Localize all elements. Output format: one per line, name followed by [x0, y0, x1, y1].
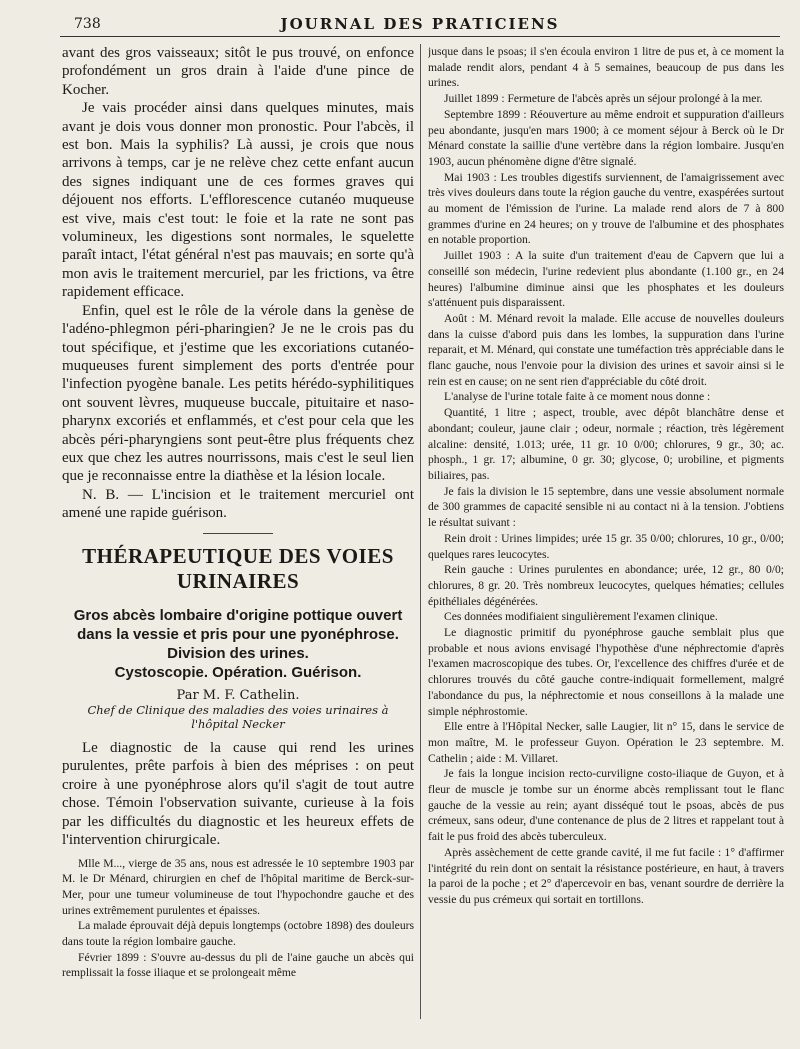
- case-paragraph: La malade éprouvait déjà depuis longtemps (octobre 1898) des douleurs dans toute la région lombaire gauche.: [62, 919, 414, 949]
- lead-paragraph: Le diagnostic de la cause qui rend les urines purulentes, prête parfois à bien des méprises : on peut croire à une pyonéphrose alors qu'il s'agit de tout autre chose. Témoin l'observation suivante, curieuse à la fois par les difficultés du diagnostic et les heureux effets de l'intervention chirurgicale.: [62, 739, 414, 849]
- case-paragraph: jusque dans le psoas; il s'en écoula environ 1 litre de pus et, à ce moment la malade rendit alors, pendant 4 à 5 semaines, beaucoup de pus dans les urines.: [428, 45, 784, 90]
- left-kidney-result: Rein gauche : Urines purulentes en abondance; urée, 12 gr., 80 0/0; chlorures, 8 gr. 20. Très nombreux leucocytes, quelques hématies; cellules épithéliales dégénérées.: [428, 563, 784, 608]
- article-title-line: Gros abcès lombaire d'origine pottique ouvert: [73, 606, 403, 624]
- case-paragraph: Mlle M..., vierge de 35 ans, nous est adressée le 10 septembre 1903 par M. le Dr Ménard, chirurgien en chef de l'hôpital maritime de Berck-sur-Mer, pour une tumeur volumineuse de tout l'hypochondre gauche et des urines extrêmement purulentes et épaisses.: [62, 856, 414, 917]
- case-paragraph: Juillet 1903 : A la suite d'un traitement d'eau de Capvern que lui a conseillé son médecin, l'urine redevient plus abondante (1.100 gr., en 24 heures) l'albumine diminue ainsi que les phosphates et les douleurs s'atténuent puis disparaissent.: [428, 249, 784, 310]
- case-paragraph: Septembre 1899 : Réouverture au même endroit et suppuration d'ailleurs peu abondante, jusqu'en mars 1900; à ce moment séjour à Berck où le Dr Ménard constate la saillie d'une vertèbre dans la région lombaire. Jusqu'en 1903, aucun phénomène digne d'être signalé.: [428, 107, 784, 168]
- case-paragraph: Je fais la longue incision recto-curviligne costo-iliaque de Guyon, et à fleur de muscle je tombe sur un énorme abcès remplissant tout le flanc gauche de la vessie au rein; ayant disséqué tout le psoas, abcès de pus crémeux, sans odeur, d'une contenance de plus de 2 litres et rappelant tout à fait le pus froid des abcès tuberculeux.: [428, 767, 784, 844]
- urine-analysis: Quantité, 1 litre ; aspect, trouble, avec dépôt blanchâtre dense et abondant; couleur, jaune clair ; odeur, normale ; réaction, très légèrement alcaline: densité, 1.013; urée, 11 gr. 10 0/00; chlorures, 9 gr., 30; ac. phosph., 1 gr. 17; albumine, 0 gr. 30; glycose, 0; urobiline, et pigments biliaires, pas.: [428, 406, 784, 482]
- case-paragraph: Elle entre à l'Hôpital Necker, salle Laugier, lit n° 15, dans le service de mon maître, M. le professeur Guyon. Opération le 23 septembre. M. Cathelin ; aide : M. Villaret.: [428, 720, 784, 765]
- article-title: [62, 606, 414, 682]
- section-title: THÉRAPEUTIQUE DES VOIES URINAIRES: [82, 543, 394, 593]
- case-paragraph: Août : M. Ménard revoit la malade. Elle accuse de nouvelles douleurs dans la cuisse d'abord puis dans les lombes, la suppuration dans l'urine reparait, et M. Ménard, qui constate une tuméfaction très appréciable dans le flanc gauche, nous l'envoie pour la division des urines et savoir ainsi si le rein est en cause; on ne sent rien d'appréciable du côté droit.: [428, 311, 784, 388]
- case-paragraph: Après assèchement de cette grande cavité, il me fut facile : 1° d'affirmer l'intégrité du rein dont on sentait la résistance postérieure, en haut, à travers la paroi de la poche ; et 2° d'apercevoir en bas, venant sourdre de derrière la vessie du pus crémeux qui sortait en tortillons.: [428, 845, 784, 906]
- body-paragraph: Je vais procéder ainsi dans quelques minutes, mais avant je dois vous donner mon pronostic. Pour l'abcès, il est bon. Mais la syphilis? Là aussi, je crois que nous arrivons à temps, car je ne relève chez cette enfant aucun des signes indiquant une de ces formes graves qui déjouent nos efforts. L'efflorescence cutanéo muqueuse est vive, mais c'est tout: le foie et la rate ne sont pas volumineux, les digestions sont normales, le squelette paraît intact, l'état général n'est pas mauvais; en sorte qu'à mon avis le traitement mercuriel, par les frictions, va être rapidement efficace.: [62, 100, 414, 301]
- article-title-line: Division des urines.: [167, 644, 309, 662]
- article-title-line: dans la vessie et pris pour une pyonéphrose.: [77, 625, 399, 643]
- article-author: Par M. F. Cathelin.: [176, 687, 300, 703]
- author-affiliation: Chef de Clinique des maladies des voies urinaires à l'hôpital Necker: [87, 702, 389, 731]
- case-paragraph: Février 1899 : S'ouvre au-dessus du pli de l'aine gauche un abcès qui remplissait la fosse iliaque et se prolongeait même: [62, 950, 414, 980]
- right-column: [428, 44, 784, 908]
- case-paragraph: Le diagnostic primitif du pyonéphrose gauche semblait plus que probable et nous avions envisagé l'hypothèse d'une néphrectomie d'après l'examen macroscopique des tubes. Or, l'excellence des chiffres d'urée et de chlorures trouvés du côté gauche contre-indiquait formellement, malgré l'abondance du pus, la néphrectomie et nous conseillons à la malade une simple néphrostomie.: [428, 626, 784, 718]
- case-paragraph: Ces données modifiaient singulièrement l'examen clinique.: [444, 610, 718, 624]
- page-number: 738: [74, 16, 101, 32]
- case-paragraph: Juillet 1899 : Fermeture de l'abcès après un séjour prolongé à la mer.: [444, 92, 763, 106]
- case-paragraph: L'analyse de l'urine totale faite à ce moment nous donne :: [444, 390, 711, 404]
- right-kidney-result: Rein droit : Urines limpides; urée 15 gr. 35 0/00; chlorures, 10 gr., 0/00; quelques rares leucocytes.: [428, 531, 784, 561]
- journal-title: JOURNAL DES PRATICIENS: [280, 15, 560, 33]
- left-column: [62, 44, 414, 981]
- article-title-line: Cystoscopie. Opération. Guérison.: [114, 663, 362, 681]
- body-paragraph: N. B. — L'incision et le traitement mercuriel ont amené une rapide guérison.: [62, 486, 414, 522]
- body-paragraph: Enfin, quel est le rôle de la vérole dans la genèse de l'adéno-phlegmon péri-pharingien? Je ne le crois pas du tout spécifique, et j'estime que les excoriations cutanéo-muqueuses furent simplement des ports d'entrée pour l'infection pyogène banale. Les petits hérédo-syphilitiques ont souvent lèvres, muqueuse buccale, pituitaire et naso-pharynx excoriés et enflammés, et c'est pour cela que les abcès péri-pharyngiens sont peut-être plus fréquents chez eux que chez les autres nourrissons, mais c'est le seul lien que je reconnaisse entre la diathèse et la lésion locale.: [62, 302, 414, 485]
- body-paragraph: avant des gros vaisseaux; sitôt le pus trouvé, on enfonce profondément un gros drain à l'aide d'une pince de Kocher.: [62, 45, 414, 98]
- separator-rule: [203, 533, 273, 534]
- page-header: [60, 10, 780, 37]
- column-divider: [420, 44, 421, 1019]
- case-paragraph: Je fais la division le 15 septembre, dans une vessie absolument normale de 300 grammes de capacité sensible ni au contact ni à la tension. J'obtiens le résultat suivant :: [428, 484, 784, 530]
- case-paragraph: Mai 1903 : Les troubles digestifs surviennent, de l'amaigrissement avec très vives douleurs dans toute la région gauche du ventre, exaspérées surtout au moment de l'émission de l'urine. La malade rend alors de 7 à 800 grammes d'urine en 24 heures; on y trouve de l'albumine et des phosphates en notable proportion.: [428, 170, 784, 247]
